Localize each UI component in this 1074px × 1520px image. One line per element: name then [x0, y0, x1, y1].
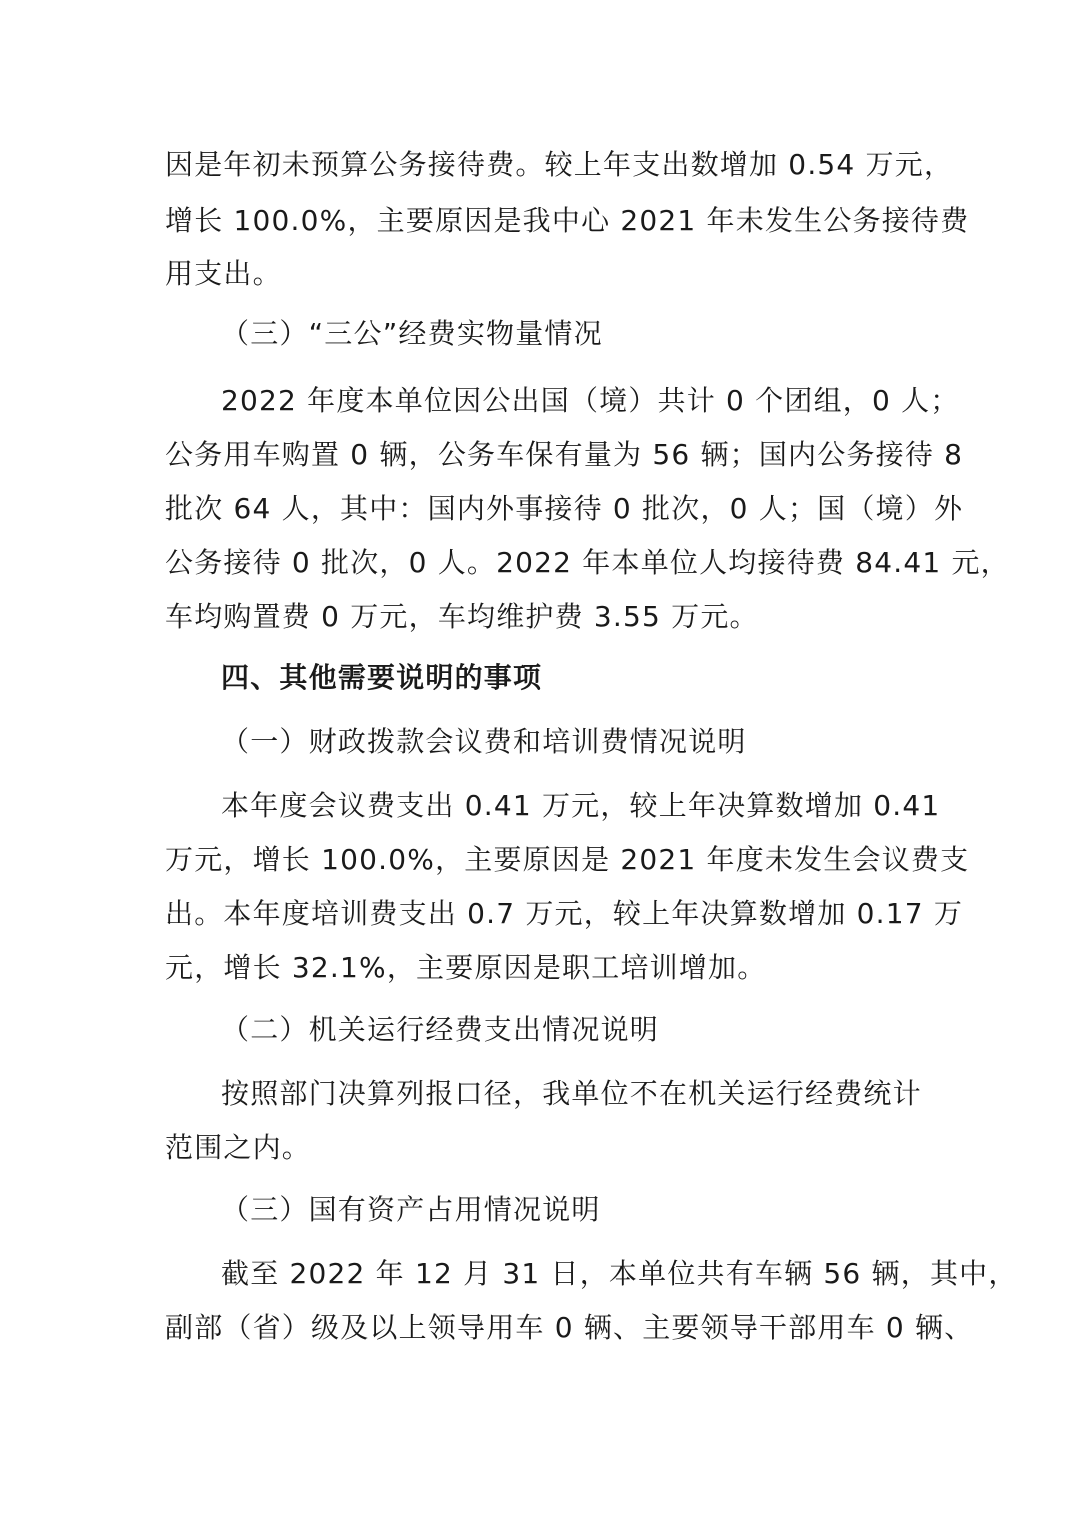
paragraph-line: 用支出。	[165, 257, 282, 290]
section-heading: 四、其他需要说明的事项	[221, 661, 543, 694]
paragraph-line: 公务用车购置 0 辆，公务车保有量为 56 辆；国内公务接待 8	[165, 438, 964, 471]
subsection-heading: （二）机关运行经费支出情况说明	[221, 1013, 660, 1046]
paragraph-line: 增长 100.0%，主要原因是我中心 2021 年未发生公务接待费	[165, 204, 970, 237]
paragraph-line: 范围之内。	[165, 1131, 312, 1164]
paragraph-line: 万元，增长 100.0%，主要原因是 2021 年度未发生会议费支	[165, 843, 970, 876]
paragraph-line: 公务接待 0 批次，0 人。2022 年本单位人均接待费 84.41 元，	[165, 546, 1010, 579]
paragraph-line: 出。本年度培训费支出 0.7 万元，较上年决算数增加 0.17 万	[165, 897, 964, 930]
paragraph-line: 2022 年度本单位因公出国（境）共计 0 个团组，0 人；	[221, 384, 960, 417]
paragraph-line: 本年度会议费支出 0.41 万元，较上年决算数增加 0.41	[221, 789, 941, 822]
paragraph-line: 截至 2022 年 12 月 31 日，本单位共有车辆 56 辆，其中，	[221, 1257, 1018, 1290]
paragraph-line: 批次 64 人，其中：国内外事接待 0 批次，0 人；国（境）外	[165, 492, 964, 525]
paragraph-line: 按照部门决算列报口径，我单位不在机关运行经费统计	[221, 1077, 922, 1110]
subsection-heading: （一）财政拨款会议费和培训费情况说明	[221, 725, 747, 758]
paragraph-line: 因是年初未预算公务接待费。较上年支出数增加 0.54 万元，	[165, 148, 954, 181]
subsection-heading: （三）国有资产占用情况说明	[221, 1193, 601, 1226]
subsection-heading: （三）“三公”经费实物量情况	[221, 317, 603, 350]
paragraph-line: 副部（省）级及以上领导用车 0 辆、主要领导干部用车 0 辆、	[165, 1311, 974, 1344]
paragraph-line: 元，增长 32.1%，主要原因是职工培训增加。	[165, 951, 767, 984]
paragraph-line: 车均购置费 0 万元，车均维护费 3.55 万元。	[165, 600, 759, 633]
